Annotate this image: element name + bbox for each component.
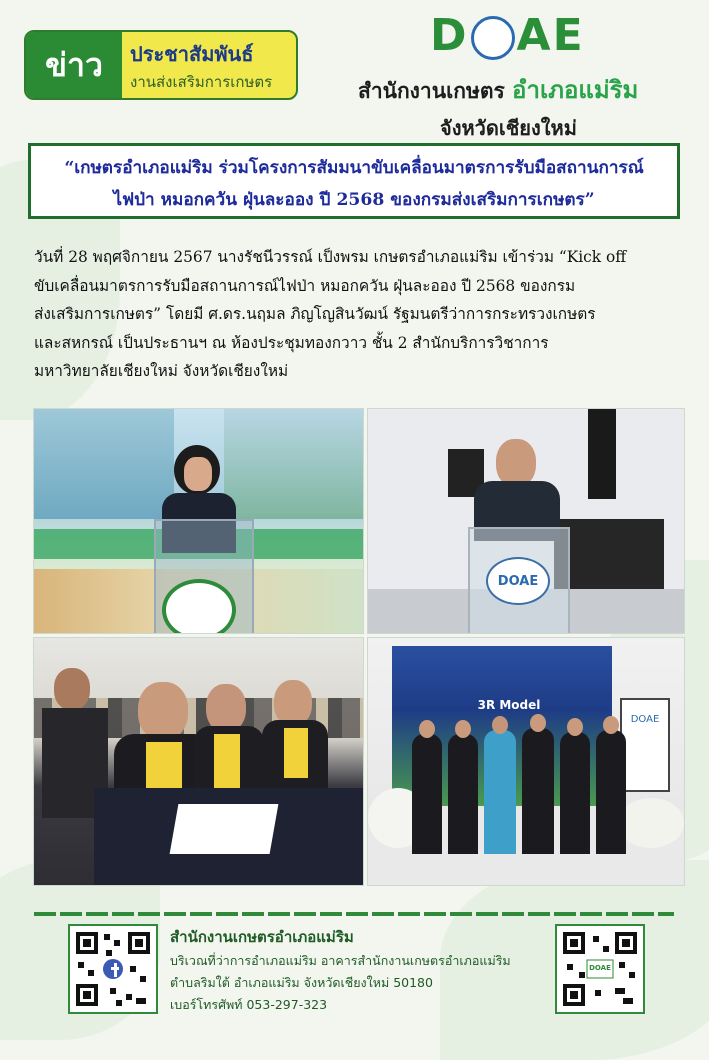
footer-office: สำนักงานเกษตรอำเภอแม่ริม <box>170 928 354 946</box>
article-body <box>34 243 668 386</box>
qr-code-line[interactable] <box>555 924 645 1014</box>
logo-text-right: AE <box>516 10 585 61</box>
body-line: ขับเคลื่อนมาตรการรับมือสถานการณ์ไฟป่า หมอกควัน ฝุ่นละออง ปี 2568 ของกรม <box>34 276 576 295</box>
badge-word: ข่าว <box>26 32 122 98</box>
news-badge <box>24 30 298 100</box>
banner-model: 3R Model <box>477 698 541 712</box>
footer-divider <box>34 912 674 916</box>
photo-speaker-woman <box>33 408 364 634</box>
photo-speaker-man <box>367 408 685 634</box>
headline-line1: “เกษตรอำเภอแม่ริม ร่วมโครงการสัมมนาขับเคลื่อนมาตรการรับมือสถานการณ์ <box>64 158 644 178</box>
province-name: จังหวัดเชียงใหม่ <box>440 116 577 140</box>
qr-code-facebook[interactable] <box>68 924 158 1014</box>
seal-icon <box>471 16 515 60</box>
photo-audience <box>33 637 364 886</box>
headline-box <box>28 143 680 219</box>
podium-logo: DOAE <box>486 557 550 605</box>
badge-line1: ประชาสัมพันธ์ <box>130 42 254 66</box>
body-line: มหาวิทยาลัยเชียงใหม่ จังหวัดเชียงใหม่ <box>34 362 289 381</box>
screen-logo: DOAE <box>620 698 670 792</box>
headline-line2: ไฟป่า หมอกควัน ฝุ่นละออง ปี 2568 ของกรมส่งเสริมการเกษตร” <box>113 190 595 210</box>
qr-right-label: DOAE <box>589 964 611 972</box>
office-name: สำนักงานเกษตร อำเภอแม่ริม <box>358 76 639 104</box>
body-line: และสหกรณ์ เป็นประธานฯ ณ ห้องประชุมทองกวาว ชั้น 2 สำนักบริการวิชาการ <box>34 333 549 352</box>
doae-logo <box>430 10 585 61</box>
footer-address2: ตำบลริมใต้ อำเภอแม่ริม จังหวัดเชียงใหม่ 50180 <box>170 975 433 990</box>
body-line: ส่งเสริมการเกษตร” โดยมี ศ.ดร.นฤมล ภิญโญสินวัฒน์ รัฐมนตรีว่าการกระทรวงเกษตร <box>34 305 596 324</box>
footer-address1: บริเวณที่ว่าการอำเภอแม่ริม อาคารสำนักงานเกษตรอำเภอแม่ริม <box>170 953 511 968</box>
photo-group <box>367 637 685 886</box>
badge-line2: งานส่งเสริมการเกษตร <box>130 73 273 91</box>
footer-phone: เบอร์โทรศัพท์ 053-297-323 <box>170 997 328 1012</box>
body-line: วันที่ 28 พฤศจิกายน 2567 นางรัชนีวรรณ์ เป็งพรม เกษตรอำเภอแม่ริม เข้าร่วม “Kick off <box>34 248 627 266</box>
logo-text-left: D <box>430 10 469 61</box>
